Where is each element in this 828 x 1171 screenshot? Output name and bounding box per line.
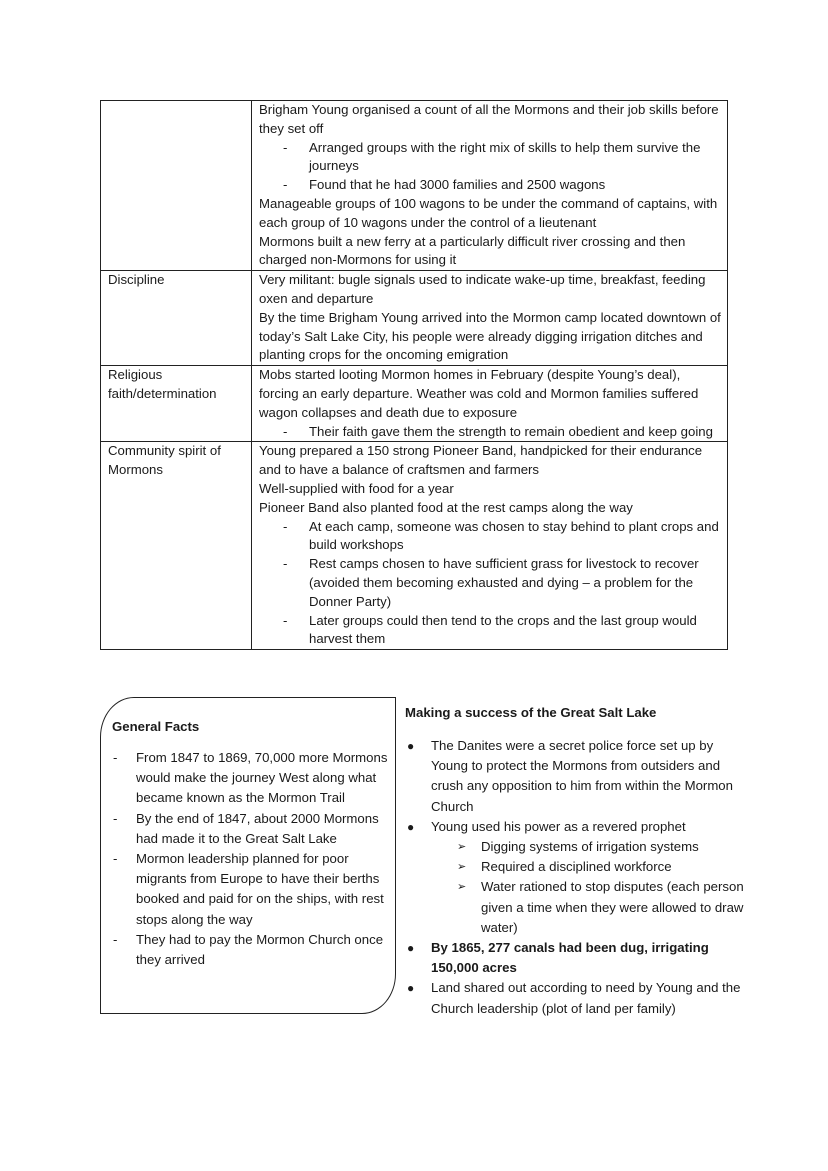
facts-item <box>107 849 392 930</box>
dash-text: Arranged groups with the right mix of skills to help them survive the journeys <box>309 139 701 174</box>
dash-text: Their faith gave them the strength to remain obedient and keep going <box>309 423 713 439</box>
table-row <box>101 271 728 366</box>
dash-item <box>259 555 723 611</box>
salt-lake-list <box>405 736 745 1019</box>
sub-bullet-text: Required a disciplined workforce <box>481 859 672 875</box>
bullet-dot: ● <box>407 941 415 956</box>
dash-text: Later groups could then tend to the crops and the last group would harvest them <box>309 612 697 647</box>
sub-bullet-text: Digging systems of irrigation systems <box>481 839 699 855</box>
row-label: Discipline <box>101 271 252 366</box>
dash-text: Rest camps chosen to have sufficient grass for livestock to recover (avoided them becoming exhausted and dying – a problem for the Donner Party) <box>309 556 699 609</box>
dash-text: At each camp, someone was chosen to stay behind to plant crops and build workshops <box>309 518 719 553</box>
row-content <box>252 442 728 650</box>
salt-bullet <box>405 978 745 1018</box>
content-line: Pioneer Band also planted food at the rest camps along the way <box>259 499 633 515</box>
dash-item <box>259 612 723 650</box>
content-line: Mobs started looting Mormon homes in February (despite Young’s deal), forcing an early departure. Weather was cold and Mormon families suffered wagon collapses and death due to exposure <box>259 367 699 420</box>
row-content <box>252 366 728 442</box>
content-line: Manageable groups of 100 wagons to be under the command of captains, with each group of 10 wagons under the control of a lieutenant <box>259 195 718 230</box>
dash-item <box>259 176 723 195</box>
dash-item <box>259 518 723 556</box>
content-line: Very militant: bugle signals used to indicate wake-up time, breakfast, feeding oxen and departure <box>259 272 706 306</box>
row-label: Community spirit of Mormons <box>101 442 252 650</box>
facts-text: Mormon leadership planned for poor migrants from Europe to have their berths booked and paid for on the ships, with rest stops along the way <box>136 851 384 927</box>
row-label <box>101 101 252 271</box>
dash-marker: - <box>283 177 288 193</box>
table-row <box>101 101 728 271</box>
general-facts-box <box>100 697 396 1014</box>
bullet-text: Young used his power as a revered prophet <box>431 818 686 834</box>
dash-marker: - <box>283 612 288 628</box>
facts-text: By the end of 1847, about 2000 Mormons had made it to the Great Salt Lake <box>136 810 379 846</box>
arrow-icon: ➢ <box>457 861 467 874</box>
salt-bullet <box>405 817 745 837</box>
facts-text: They had to pay the Mormon Church once they arrived <box>136 931 384 968</box>
facts-item <box>107 809 392 849</box>
salt-sub-bullet <box>405 877 745 938</box>
bullet-dot: ● <box>407 739 415 753</box>
dash-marker: - <box>113 810 118 826</box>
bullet-text: By 1865, 277 canals had been dug, irrigating 150,000 acres <box>431 940 709 976</box>
facts-item <box>107 930 392 970</box>
content-line: Well-supplied with food for a year <box>259 480 454 496</box>
row-content <box>252 271 728 366</box>
salt-lake-section <box>405 704 745 1019</box>
salt-bullet <box>405 736 745 817</box>
salt-lake-title: Making a success of the Great Salt Lake <box>405 705 657 720</box>
sub-bullet-text: Water rationed to stop disputes (each person given a time when they were allowed to draw water) <box>481 879 744 935</box>
bullet-dot: ● <box>407 819 415 834</box>
dash-marker: - <box>283 518 288 534</box>
salt-sub-bullet <box>405 857 745 877</box>
dash-marker: - <box>283 556 288 572</box>
content-line: Mormons built a new ferry at a particularly difficult river crossing and then charged non-Mormons for using it <box>259 233 686 268</box>
dash-item <box>259 423 723 442</box>
dash-marker: - <box>283 423 288 439</box>
general-facts-title: General Facts <box>112 719 200 734</box>
arrow-icon: ➢ <box>457 881 467 894</box>
dash-marker: - <box>113 750 118 765</box>
content-line: Young prepared a 150 strong Pioneer Band, handpicked for their endurance and to have a balance of craftsmen and farmers <box>259 443 703 478</box>
row-label: Religious faith/determination <box>101 366 252 442</box>
salt-sub-bullet <box>405 837 745 857</box>
bullet-text: The Danites were a secret police force set up by Young to protect the Mormons from outsiders and crush any opposition to him from within the Mormon Church <box>431 738 733 814</box>
dash-text: Found that he had 3000 families and 2500 wagons <box>309 177 606 193</box>
dash-marker: - <box>283 139 288 155</box>
bullet-text: Land shared out according to need by Young and the Church leadership (plot of land per family) <box>431 980 741 1016</box>
dash-item <box>259 139 723 177</box>
facts-text: From 1847 to 1869, 70,000 more Mormons would make the journey West along what became known as the Mormon Trail <box>136 750 388 806</box>
bullet-dot: ● <box>407 981 415 996</box>
content-line: Brigham Young organised a count of all the Mormons and their job skills before they set off <box>259 102 719 136</box>
facts-item <box>107 748 392 809</box>
content-line: By the time Brigham Young arrived into the Mormon camp located downtown of today’s Salt Lake City, his people were already digging irrigation ditches and planting crops for the oncoming emigration <box>259 309 721 363</box>
general-facts-list <box>107 748 392 970</box>
arrow-icon: ➢ <box>457 841 467 854</box>
table-row <box>101 442 728 650</box>
dash-marker: - <box>113 931 118 947</box>
dash-marker: - <box>113 851 118 867</box>
salt-bullet <box>405 938 745 978</box>
row-content <box>252 101 728 271</box>
notes-table <box>100 100 728 650</box>
table-row <box>101 366 728 442</box>
